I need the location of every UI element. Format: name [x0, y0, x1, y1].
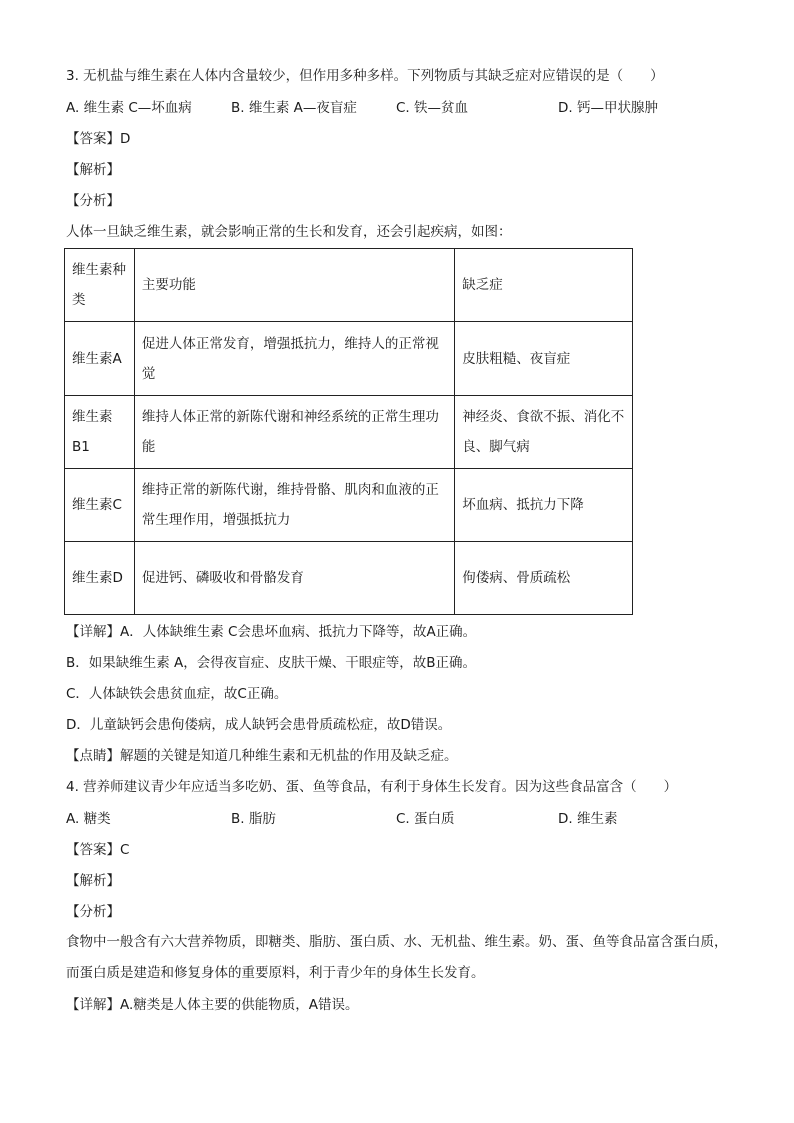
q4-fenxi-label: 【分析】: [66, 904, 120, 920]
q4-answer: 【答案】C: [66, 842, 130, 858]
table-row: [65, 322, 633, 396]
q4-stem: 4. 营养师建议青少年应适当多吃奶、蛋、鱼等食品，有利于身体生长发育。因为这些食品富含（ ）: [66, 779, 678, 795]
q3-tip: 【点睛】解题的关键是知道几种维生素和无机盐的作用及缺乏症。: [66, 748, 458, 764]
q4-jiexi-label: 【解析】: [66, 873, 120, 889]
table-header-cell: 维生素种类: [65, 249, 135, 322]
q4-detail: 【详解】A.糖类是人体主要的供能物质，A错误。: [66, 997, 359, 1013]
table-cell: 促进钙、磷吸收和骨骼发育: [134, 542, 454, 615]
q3-answer: 【答案】D: [66, 131, 131, 147]
table-cell: 佝偻病、骨质疏松: [455, 542, 633, 615]
table-cell: 促进人体正常发育，增强抵抗力，维持人的正常视觉: [134, 322, 454, 396]
table-row: [65, 469, 633, 542]
table-header-row: [65, 249, 633, 322]
q4-analysis: 食物中一般含有六大营养物质，即糖类、脂肪、蛋白质、水、无机盐、维生素。奶、蛋、鱼等食品富含蛋白质，而蛋白质是建造和修复身体的重要原料，利于青少年的身体生长发育。: [66, 934, 728, 981]
q3-jiexi-label: 【解析】: [66, 162, 120, 178]
q3-intro: 人体一旦缺乏维生素，就会影响正常的生长和发育，还会引起疾病，如图：: [66, 224, 512, 240]
table-cell: 神经炎、食欲不振、消化不良、脚气病: [455, 396, 633, 469]
table-cell: 维持正常的新陈代谢，维持骨骼、肌肉和血液的正常生理作用，增强抵抗力: [134, 469, 454, 542]
vitamin-table: [64, 248, 633, 615]
q3-detail-c: C．人体缺铁会患贫血症，故C正确。: [66, 686, 288, 702]
q4-option-b: B. 脂肪: [231, 811, 276, 827]
q3-fenxi-label: 【分析】: [66, 193, 120, 209]
table-cell: 维生素C: [65, 469, 135, 542]
table-cell: 坏血病、抵抗力下降: [455, 469, 633, 542]
table-row: [65, 542, 633, 615]
table-cell: 维持人体正常的新陈代谢和神经系统的正常生理功能: [134, 396, 454, 469]
table-cell: 维生素B1: [65, 396, 135, 469]
q3-option-a: A. 维生素 C—坏血病: [66, 100, 192, 116]
q3-options: [66, 98, 731, 118]
table-cell: 皮肤粗糙、夜盲症: [455, 322, 633, 396]
q3-option-c: C. 铁—贫血: [396, 100, 469, 116]
table-cell: 维生素A: [65, 322, 135, 396]
table-header-cell: 缺乏症: [455, 249, 633, 322]
table-cell: 维生素D: [65, 542, 135, 615]
q3-option-b: B. 维生素 A—夜盲症: [231, 100, 357, 116]
q4-options: [66, 809, 731, 829]
q3-stem: 3. 无机盐与维生素在人体内含量较少，但作用多种多样。下列物质与其缺乏症对应错误的是（ ）: [66, 68, 664, 84]
q3-detail-d: D．儿童缺钙会患佝偻病，成人缺钙会患骨质疏松症，故D错误。: [66, 717, 452, 733]
q4-option-a: A. 糖类: [66, 811, 111, 827]
table-row: [65, 396, 633, 469]
q3-detail-b: B．如果缺维生素 A，会得夜盲症、皮肤干燥、干眼症等，故B正确。: [66, 655, 477, 671]
q4-option-c: C. 蛋白质: [396, 811, 455, 827]
table-header-cell: 主要功能: [134, 249, 454, 322]
q3-option-d: D. 钙—甲状腺肿: [558, 100, 658, 116]
q3-detail-a: 【详解】A．人体缺维生素 C会患坏血病、抵抗力下降等，故A正确。: [66, 624, 477, 640]
q4-option-d: D. 维生素: [558, 811, 618, 827]
